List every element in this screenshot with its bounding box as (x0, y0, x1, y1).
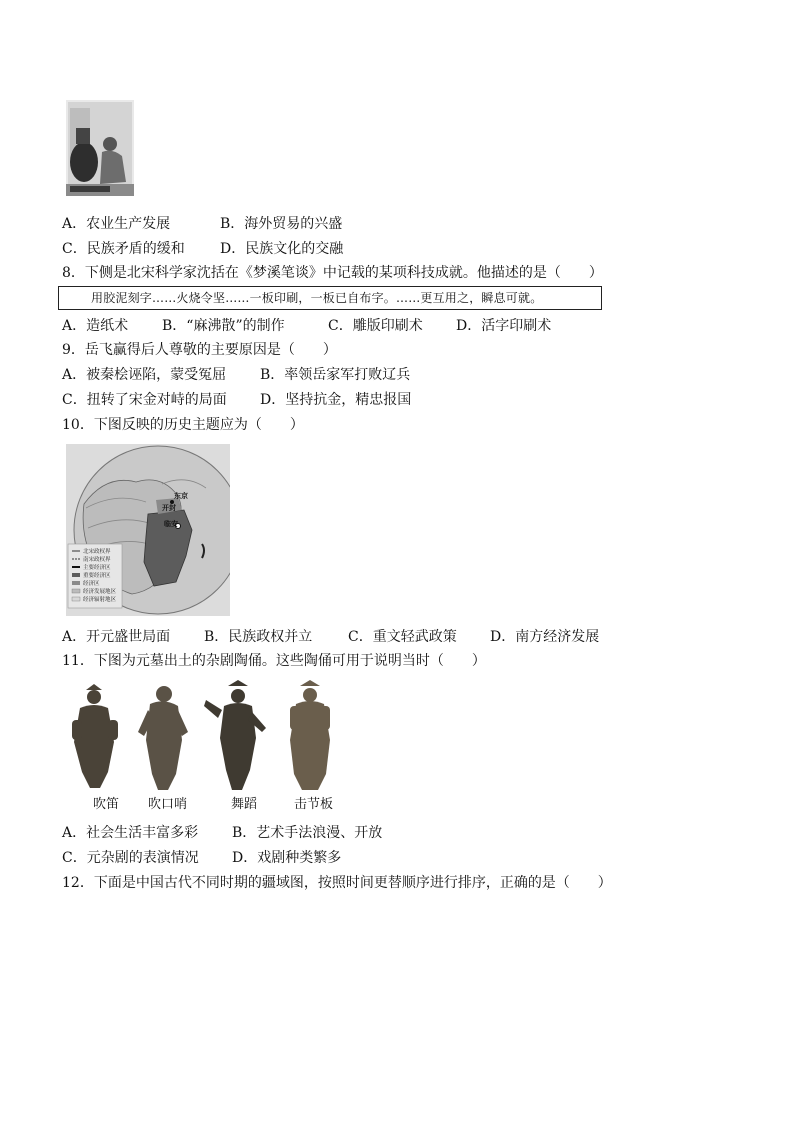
q11-caption-dance: 舞蹈 (231, 797, 258, 812)
q11-stem: 11．下图为元墓出土的杂剧陶俑。这些陶俑可用于说明当时（ ） (62, 653, 486, 669)
q8-stem: 8．下侧是北宋科学家沈括在《梦溪笔谈》中记载的某项科技成就。他描述的是（ ） (62, 265, 603, 281)
q11-figurines (64, 680, 344, 792)
q7-option-b[interactable]: B．海外贸易的兴盛 (220, 216, 343, 232)
q9-option-c[interactable]: C．扭转了宋金对峙的局面 (62, 392, 227, 408)
q10-stem: 10．下图反映的历史主题应为（ ） (62, 417, 304, 433)
q10-legend-item: 经济辐射地区 (83, 597, 117, 603)
q10-legend-item: 主要经济区 (83, 565, 111, 571)
figurine-flute-player (72, 684, 118, 788)
q8-quote-box (58, 286, 602, 310)
q7-figure-illustration (66, 100, 134, 196)
figurine-dancer (204, 680, 266, 790)
q11-caption-whistle: 吹口哨 (148, 797, 188, 812)
q10-legend-item: 重要经济区 (83, 573, 111, 579)
q10-option-b[interactable]: B．民族政权并立 (204, 629, 313, 645)
q8-option-a[interactable]: A．造纸术 (62, 318, 129, 334)
q7-option-c[interactable]: C．民族矛盾的缓和 (62, 241, 185, 257)
q8-quote-text: 用胶泥刻字……火烧令坚……一板印刷，一板已自布字。……更互用之，瞬息可就。 (91, 291, 543, 305)
q10-map (66, 444, 230, 616)
q8-option-c[interactable]: C．雕版印刷术 (328, 318, 423, 334)
q11-option-c[interactable]: C．元杂剧的表演情况 (62, 850, 199, 866)
q12-stem: 12．下面是中国古代不同时期的疆域图，按照时间更替顺序进行排序，正确的是（ ） (62, 875, 612, 891)
q10-option-d[interactable]: D．南方经济发展 (490, 629, 600, 645)
q10-legend-item: 经济发展地区 (83, 589, 117, 595)
q9-option-a[interactable]: A．被秦桧诬陷，蒙受冤屈 (62, 367, 227, 383)
q10-map-label-linan: 临安 (164, 520, 178, 528)
q11-option-a[interactable]: A．社会生活丰富多彩 (62, 825, 199, 841)
q9-option-d[interactable]: D．坚持抗金，精忠报国 (260, 392, 412, 408)
q11-caption-clapper: 击节板 (294, 797, 334, 812)
q10-legend-item: 南宋政权界 (83, 557, 111, 563)
q7-option-d[interactable]: D．民族文化的交融 (220, 241, 344, 257)
q10-map-label-dongjing: 东京 (174, 492, 188, 500)
figurine-whistler (138, 686, 188, 790)
q8-option-d[interactable]: D．活字印刷术 (456, 318, 552, 334)
q8-option-b[interactable]: B．“麻沸散”的制作 (162, 318, 285, 334)
q11-figurines-illustration (64, 680, 344, 792)
q9-stem: 9．岳飞赢得后人尊敬的主要原因是（ ） (62, 342, 337, 358)
q11-caption-flute: 吹笛 (93, 797, 120, 812)
q10-option-c[interactable]: C．重文轻武政策 (348, 629, 457, 645)
figurine-clapper (290, 680, 330, 790)
q7-option-a[interactable]: A．农业生产发展 (62, 216, 171, 232)
q10-option-a[interactable]: A．开元盛世局面 (62, 629, 171, 645)
q7-figure (66, 100, 134, 196)
q10-legend-item: 北宋政权界 (83, 549, 111, 555)
q11-option-d[interactable]: D．戏剧种类繁多 (232, 850, 342, 866)
q10-map-illustration (66, 444, 230, 616)
q11-option-b[interactable]: B．艺术手法浪漫、开放 (232, 825, 383, 841)
q9-option-b[interactable]: B．率领岳家军打败辽兵 (260, 367, 411, 383)
q10-legend-item: 经济区 (83, 581, 100, 587)
q10-map-label-kaifeng: 开封 (162, 504, 176, 512)
